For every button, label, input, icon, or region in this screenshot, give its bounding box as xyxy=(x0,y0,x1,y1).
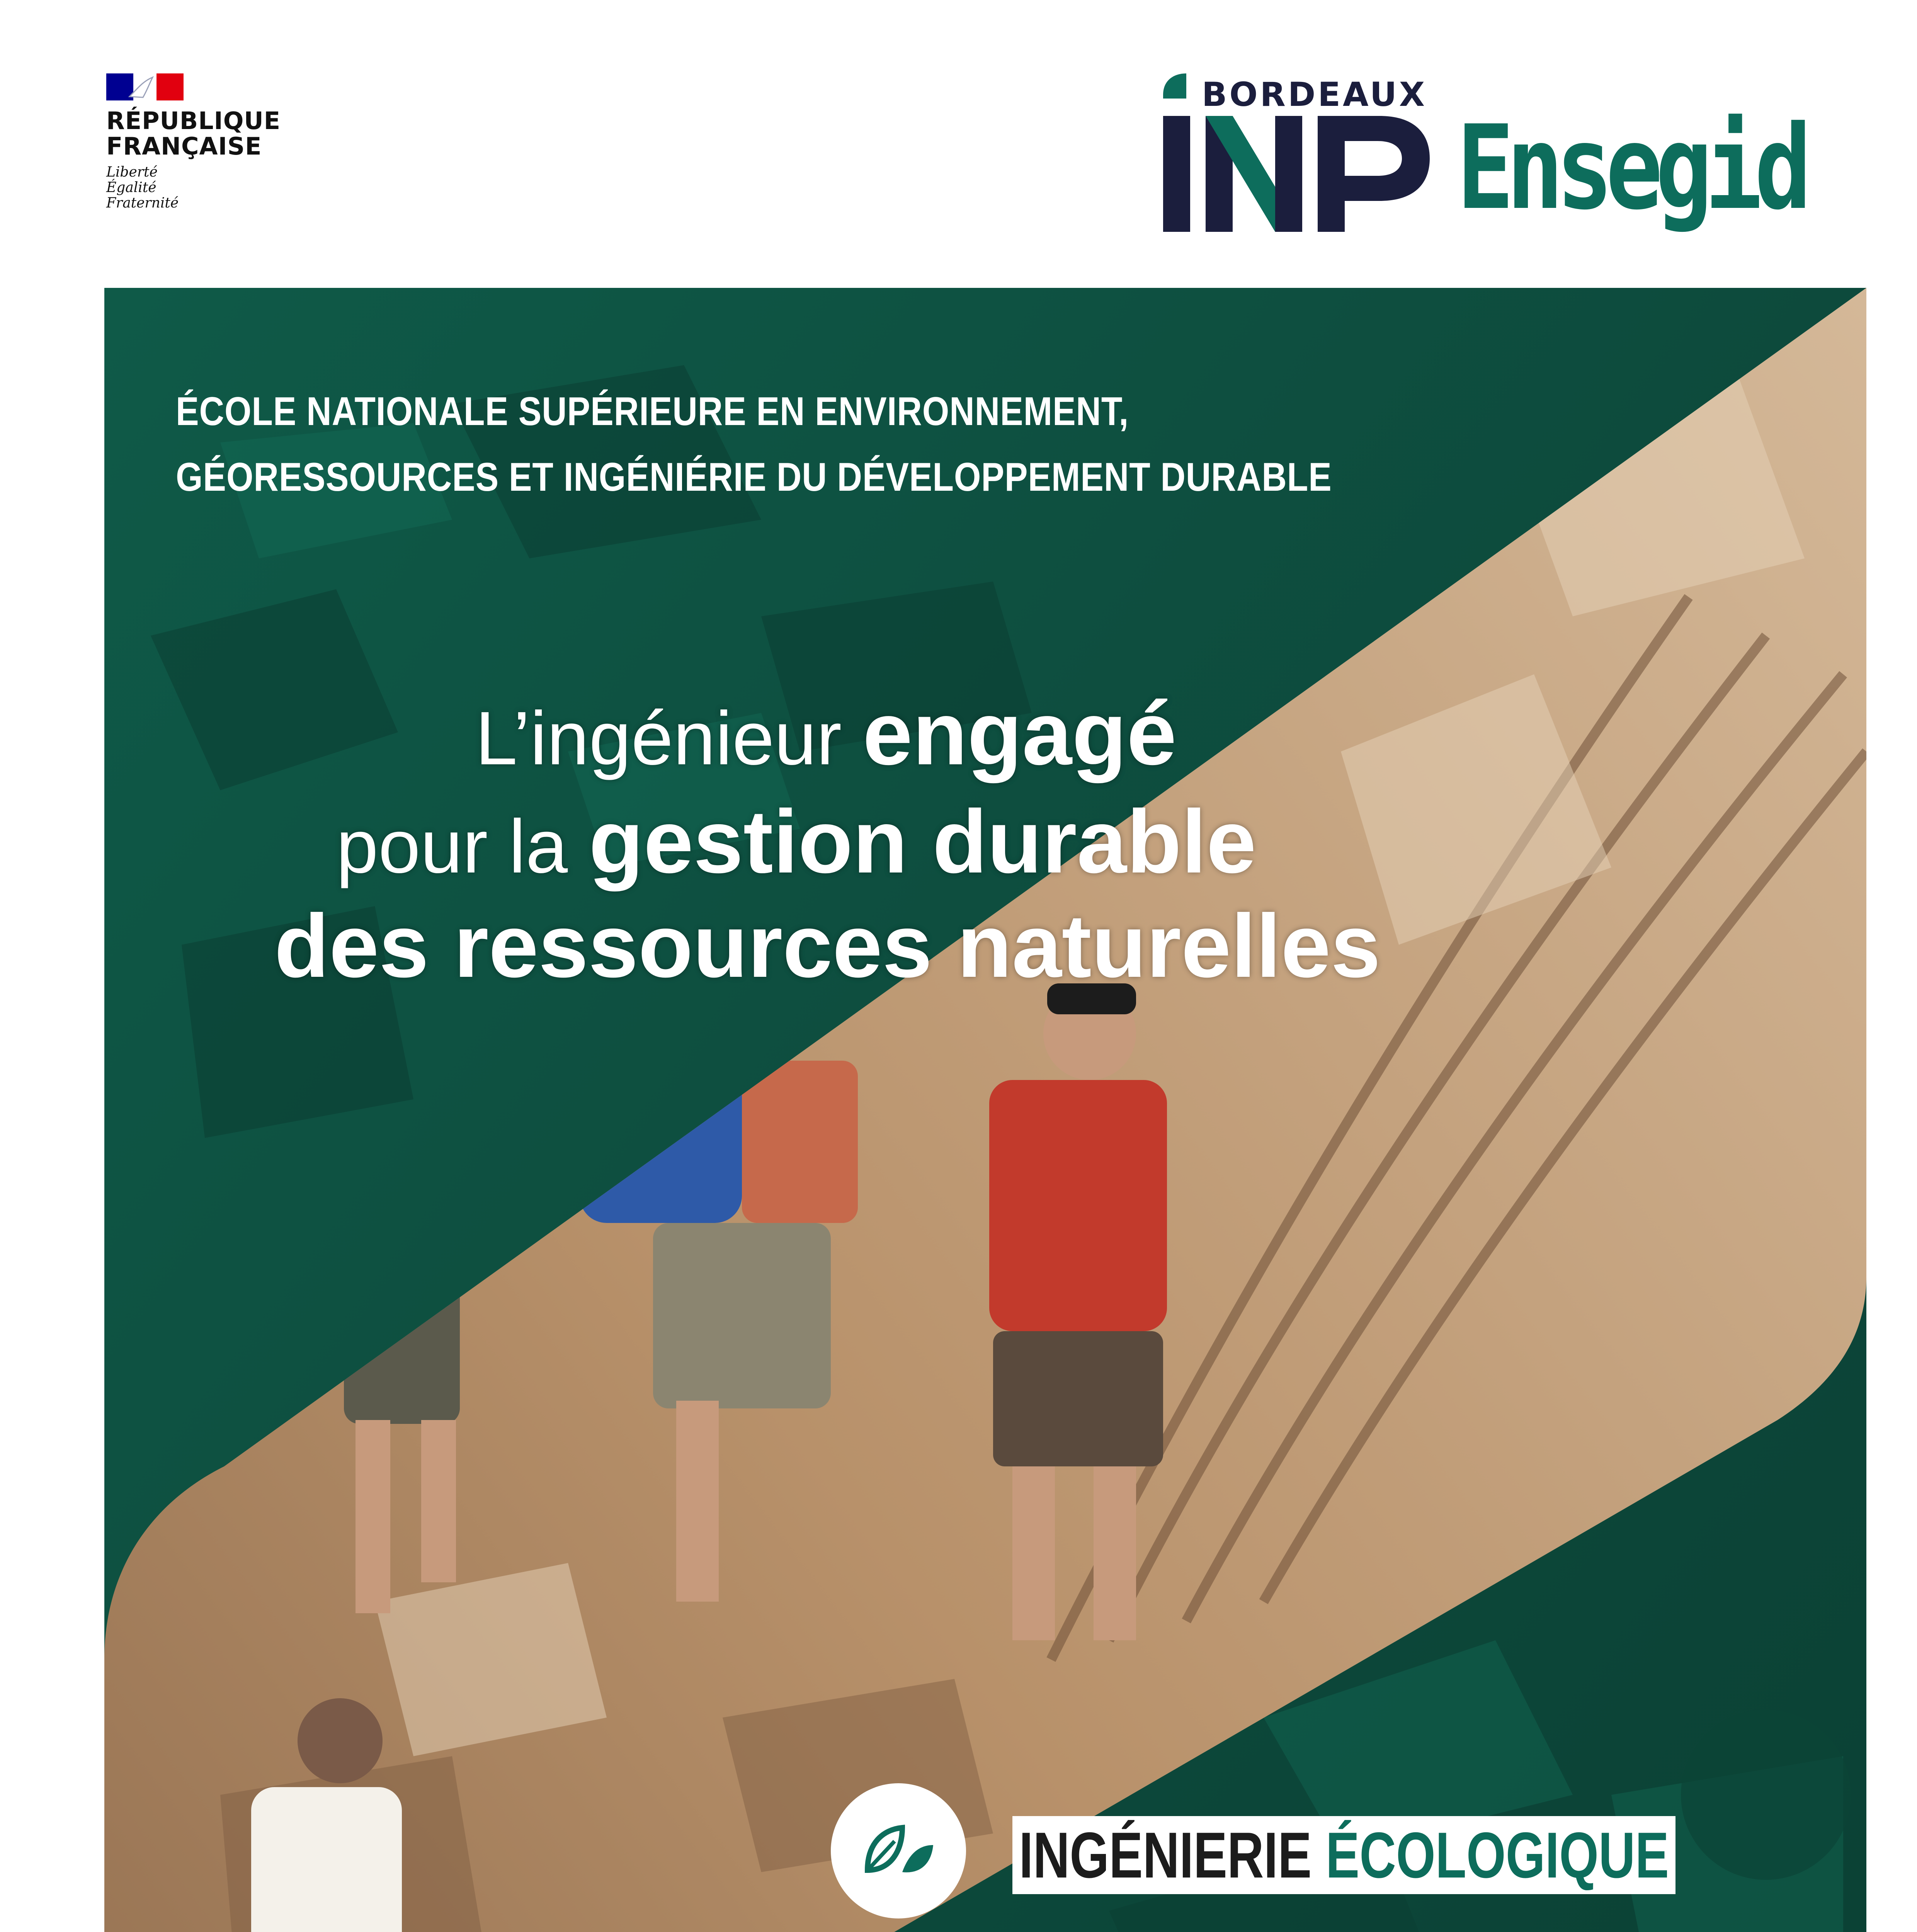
school-fullname-line2: GÉORESSOURCES ET INGÉNIÉRIE DU DÉVELOPPEMENT DURABLE xyxy=(176,455,1332,500)
tagline-line3 xyxy=(274,895,1381,998)
tagline-line1-light: L’ingénieur xyxy=(475,696,863,781)
leaves-icon xyxy=(831,1783,966,1918)
motto-fraternite: Fraternité xyxy=(106,195,179,211)
logo-bordeaux-text: BORDEAUX xyxy=(1202,75,1427,114)
tagline-line2-light: pour la xyxy=(336,804,589,889)
school-fullname-line1: ÉCOLE NATIONALE SUPÉRIEURE EN ENVIRONNEMENT, xyxy=(176,389,1129,434)
programme-label xyxy=(1012,1816,1675,1894)
marianne-flag-icon xyxy=(106,73,184,100)
motto-liberte: Liberté xyxy=(106,164,158,180)
field-trip-photo xyxy=(104,288,1866,1932)
programme-label-part2: ÉCOLOGIQUE xyxy=(1325,1819,1669,1891)
tagline-line1 xyxy=(475,682,1177,785)
republique-title xyxy=(106,108,323,159)
republique-line1: RÉPUBLIQUE xyxy=(106,107,281,135)
republique-line2: FRANÇAISE xyxy=(106,132,262,160)
tagline-line1-bold: engagé xyxy=(862,684,1177,784)
bordeaux-inp-ensegid-logo xyxy=(1163,71,1820,272)
programme-label-part1: INGÉNIERIE xyxy=(1019,1819,1326,1891)
motto-egalite: Égalité xyxy=(106,180,156,196)
logo-ensegid-text: Ensegid xyxy=(1457,100,1804,235)
hero-photo-panel xyxy=(104,288,1866,1932)
school-fullname xyxy=(176,379,1332,510)
tagline-line3-bold: des ressources naturelles xyxy=(274,896,1381,996)
tagline-line2-bold: gestion durable xyxy=(589,792,1257,892)
tagline-line2 xyxy=(336,790,1256,893)
republique-francaise-logo xyxy=(106,73,323,211)
republique-motto xyxy=(106,165,323,211)
